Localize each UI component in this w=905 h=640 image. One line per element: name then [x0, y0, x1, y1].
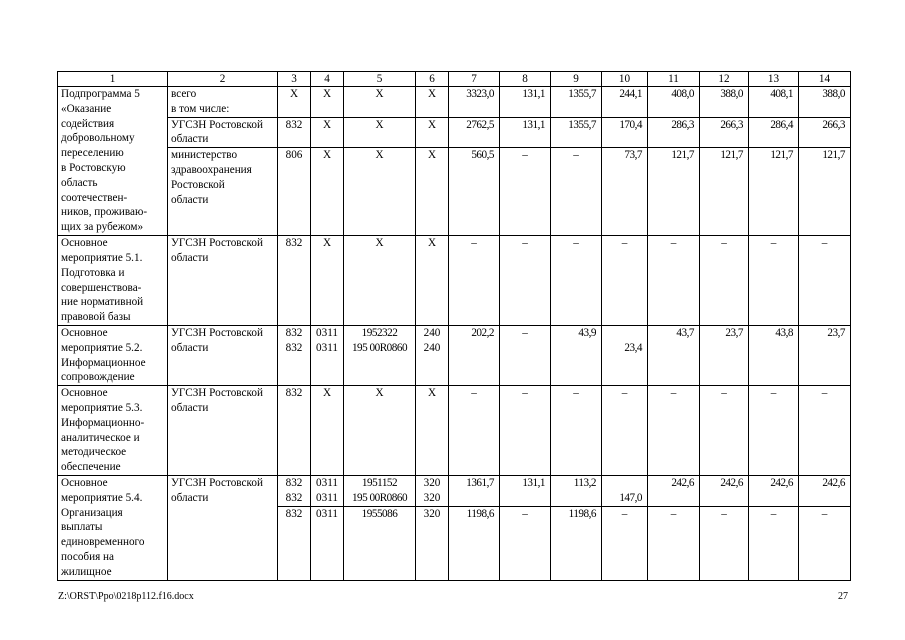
- footer-file-path: Z:\ORST\Ppo\0218p112.f16.docx: [58, 591, 194, 602]
- value-cell: 408,0: [648, 87, 700, 118]
- executor-cell: [168, 325, 278, 385]
- header-cell: 11: [648, 72, 700, 87]
- subprogram-name: [58, 87, 168, 236]
- value-cell: 43,9: [551, 325, 602, 385]
- csr-line: 1951152: [361, 476, 398, 489]
- header-cell: 9: [551, 72, 602, 87]
- value-cell: 242,6: [648, 475, 700, 506]
- name-line: жилищное: [61, 565, 112, 578]
- vr-cell: Х: [416, 148, 449, 236]
- value-cell: –: [449, 236, 500, 326]
- value-cell: 266,3: [799, 117, 851, 148]
- value-cell: 131,1: [500, 475, 551, 506]
- executor-line: УГСЗН Ростовской: [171, 237, 263, 250]
- name-line: мероприятие 5.2.: [61, 341, 143, 354]
- executor-line: области: [171, 341, 209, 354]
- value-cell: 244,1: [602, 87, 648, 118]
- value-cell: –: [551, 236, 602, 326]
- footer-page-number: 27: [838, 591, 848, 602]
- value-cell: –: [602, 386, 648, 476]
- value-cell: 170,4: [602, 117, 648, 148]
- header-cell: 5: [344, 72, 416, 87]
- executor-cell: [168, 87, 278, 118]
- name-line: область: [61, 176, 98, 189]
- program-table: [57, 71, 851, 581]
- rzpr-cell: Х: [311, 87, 344, 118]
- grbs-cell: 806: [278, 148, 311, 236]
- table-row: [58, 236, 851, 326]
- vr-line: 240: [423, 341, 441, 354]
- value-cell: 388,0: [799, 87, 851, 118]
- executor-line: области: [171, 193, 209, 206]
- value-cell: 1355,7: [551, 117, 602, 148]
- vr-cell: Х: [416, 117, 449, 148]
- name-line: Подпрограмма 5: [61, 88, 140, 100]
- vr-line: 320: [423, 476, 441, 489]
- name-line: Основное: [61, 326, 108, 339]
- name-line: мероприятие 5.3.: [61, 401, 143, 414]
- rzpr-line: 0311: [316, 326, 338, 339]
- table-row: [58, 148, 851, 236]
- value-cell: –: [500, 325, 551, 385]
- rzpr-cell: 0311: [311, 506, 344, 580]
- vr-cell: Х: [416, 87, 449, 118]
- value-cell: –: [551, 148, 602, 236]
- executor-line: всего: [171, 88, 197, 100]
- name-line: мероприятие 5.4.: [61, 491, 143, 504]
- value-cell: –: [700, 386, 749, 476]
- value-text: 147,0: [619, 491, 642, 504]
- name-line: в Ростовскую: [61, 161, 126, 174]
- value-cell: [602, 475, 648, 506]
- value-cell: 560,5: [449, 148, 500, 236]
- header-cell: 13: [749, 72, 799, 87]
- value-cell: 1198,6: [551, 506, 602, 580]
- grbs-line: 832: [285, 326, 303, 339]
- rzpr-cell: Х: [311, 148, 344, 236]
- value-cell: 131,1: [500, 117, 551, 148]
- table-row: [58, 117, 851, 148]
- executor-line: области: [171, 401, 209, 414]
- value-cell: –: [449, 386, 500, 476]
- name-line: обеспечение: [61, 461, 121, 474]
- value-cell: –: [602, 236, 648, 326]
- vr-cell: [416, 325, 449, 385]
- executor-line: области: [171, 251, 209, 264]
- grbs-cell: 832: [278, 117, 311, 148]
- csr-cell: [344, 475, 416, 506]
- grbs-cell: 832: [278, 386, 311, 476]
- value-cell: 242,6: [700, 475, 749, 506]
- table-row: [58, 87, 851, 118]
- csr-cell: Х: [344, 148, 416, 236]
- vr-cell: Х: [416, 236, 449, 326]
- value-cell: [602, 325, 648, 385]
- value-cell: –: [799, 386, 851, 476]
- executor-cell: [168, 475, 278, 580]
- value-cell: 1198,6: [449, 506, 500, 580]
- header-row: [58, 72, 851, 87]
- measure-name: [58, 386, 168, 476]
- value-cell: –: [500, 386, 551, 476]
- value-cell: 286,3: [648, 117, 700, 148]
- name-line: Основное: [61, 476, 108, 489]
- value-cell: 121,7: [700, 148, 749, 236]
- executor-line: Ростовской: [171, 178, 225, 191]
- value-cell: 1361,7: [449, 475, 500, 506]
- measure-name: [58, 236, 168, 326]
- value-cell: 23,7: [799, 325, 851, 385]
- grbs-cell: 832: [278, 236, 311, 326]
- value-cell: 3323,0: [449, 87, 500, 118]
- executor-line: УГСЗН Ростовской: [171, 326, 263, 339]
- value-cell: –: [749, 506, 799, 580]
- vr-cell: [416, 475, 449, 506]
- executor-line: области: [171, 491, 209, 504]
- measure-name: [58, 325, 168, 385]
- header-cell: 2: [168, 72, 278, 87]
- name-line: правовой базы: [61, 311, 131, 324]
- name-line: методическое: [61, 446, 127, 459]
- rzpr-line: 0311: [316, 476, 338, 489]
- value-cell: 43,8: [749, 325, 799, 385]
- name-line: выплаты: [61, 521, 103, 534]
- value-cell: 408,1: [749, 87, 799, 118]
- grbs-cell: Х: [278, 87, 311, 118]
- name-line: щих за рубежом»: [61, 221, 144, 234]
- name-line: единовременного: [61, 536, 145, 549]
- executor-line: УГСЗН Ростовской: [171, 118, 263, 131]
- csr-cell: Х: [344, 117, 416, 148]
- executor-line: УГСЗН Ростовской: [171, 387, 263, 400]
- value-cell: –: [602, 506, 648, 580]
- table-row: [58, 325, 851, 385]
- csr-cell: Х: [344, 386, 416, 476]
- header-cell: 6: [416, 72, 449, 87]
- name-line: аналитическое и: [61, 431, 140, 444]
- executor-cell: [168, 148, 278, 236]
- csr-line: 195 00R0860: [351, 341, 408, 354]
- value-cell: 121,7: [648, 148, 700, 236]
- name-line: Основное: [61, 387, 108, 400]
- csr-cell: [344, 325, 416, 385]
- rzpr-line: 0311: [316, 341, 338, 354]
- executor-line: в том числе:: [171, 102, 230, 115]
- header-cell: 7: [449, 72, 500, 87]
- name-line: «Оказание: [61, 102, 112, 115]
- table-row: [58, 475, 851, 506]
- name-line: мероприятие 5.1.: [61, 251, 143, 264]
- name-line: переселению: [61, 147, 124, 160]
- value-cell: –: [500, 236, 551, 326]
- name-line: Информационно-: [61, 416, 145, 429]
- executor-line: здравоохранения: [171, 163, 252, 176]
- value-cell: –: [551, 386, 602, 476]
- value-cell: 242,6: [749, 475, 799, 506]
- value-cell: –: [799, 506, 851, 580]
- grbs-line: 832: [285, 476, 303, 489]
- header-cell: 3: [278, 72, 311, 87]
- vr-line: 240: [423, 326, 441, 339]
- name-line: совершенствова-: [61, 281, 142, 294]
- executor-line: УГСЗН Ростовской: [171, 476, 263, 489]
- name-line: ние нормативной: [61, 296, 144, 309]
- executor-cell: [168, 236, 278, 326]
- value-cell: 23,7: [700, 325, 749, 385]
- value-text: 23,4: [624, 341, 642, 354]
- executor-cell: [168, 386, 278, 476]
- value-cell: –: [799, 236, 851, 326]
- csr-line: 195 00R0860: [351, 491, 408, 504]
- vr-line: 320: [423, 491, 441, 504]
- executor-cell: [168, 117, 278, 148]
- rzpr-cell: [311, 325, 344, 385]
- rzpr-cell: Х: [311, 236, 344, 326]
- header-cell: 14: [799, 72, 851, 87]
- name-line: сопровождение: [61, 371, 135, 384]
- vr-cell: 320: [416, 506, 449, 580]
- name-line: содействия: [61, 117, 115, 130]
- table-row: [58, 386, 851, 476]
- value-cell: –: [648, 236, 700, 326]
- value-cell: –: [500, 506, 551, 580]
- value-cell: –: [749, 236, 799, 326]
- rzpr-cell: Х: [311, 386, 344, 476]
- header-cell: 1: [58, 72, 168, 87]
- csr-cell: Х: [344, 236, 416, 326]
- measure-name: [58, 475, 168, 580]
- value-cell: 242,6: [799, 475, 851, 506]
- value-cell: –: [749, 386, 799, 476]
- value-cell: 2762,5: [449, 117, 500, 148]
- name-line: Информационное: [61, 356, 146, 369]
- rzpr-cell: Х: [311, 117, 344, 148]
- value-cell: –: [648, 506, 700, 580]
- executor-line: министерство: [171, 149, 238, 162]
- name-line: добровольному: [61, 132, 135, 145]
- csr-cell: Х: [344, 87, 416, 118]
- value-cell: 43,7: [648, 325, 700, 385]
- name-line: пособия на: [61, 550, 114, 563]
- value-cell: 131,1: [500, 87, 551, 118]
- grbs-cell: 832: [278, 506, 311, 580]
- header-cell: 4: [311, 72, 344, 87]
- vr-cell: Х: [416, 386, 449, 476]
- value-cell: 113,2: [551, 475, 602, 506]
- header-cell: 12: [700, 72, 749, 87]
- value-cell: –: [700, 506, 749, 580]
- grbs-line: 832: [285, 341, 303, 354]
- value-cell: 121,7: [749, 148, 799, 236]
- value-cell: –: [500, 148, 551, 236]
- name-line: соотечествен-: [61, 191, 128, 204]
- grbs-cell: [278, 325, 311, 385]
- header-cell: 8: [500, 72, 551, 87]
- grbs-cell: [278, 475, 311, 506]
- header-cell: 10: [602, 72, 648, 87]
- csr-line: 1952322: [361, 326, 398, 339]
- value-cell: 266,3: [700, 117, 749, 148]
- grbs-line: 832: [285, 491, 303, 504]
- executor-line: области: [171, 133, 209, 146]
- name-line: Подготовка и: [61, 266, 125, 279]
- rzpr-line: 0311: [316, 491, 338, 504]
- value-cell: 202,2: [449, 325, 500, 385]
- name-line: Основное: [61, 237, 108, 250]
- value-cell: 286,4: [749, 117, 799, 148]
- value-cell: 121,7: [799, 148, 851, 236]
- csr-cell: 1955086: [344, 506, 416, 580]
- name-line: ников, проживаю-: [61, 206, 148, 219]
- name-line: Организация: [61, 506, 123, 519]
- value-cell: 1355,7: [551, 87, 602, 118]
- rzpr-cell: [311, 475, 344, 506]
- value-cell: 388,0: [700, 87, 749, 118]
- value-cell: –: [700, 236, 749, 326]
- value-cell: –: [648, 386, 700, 476]
- value-cell: 73,7: [602, 148, 648, 236]
